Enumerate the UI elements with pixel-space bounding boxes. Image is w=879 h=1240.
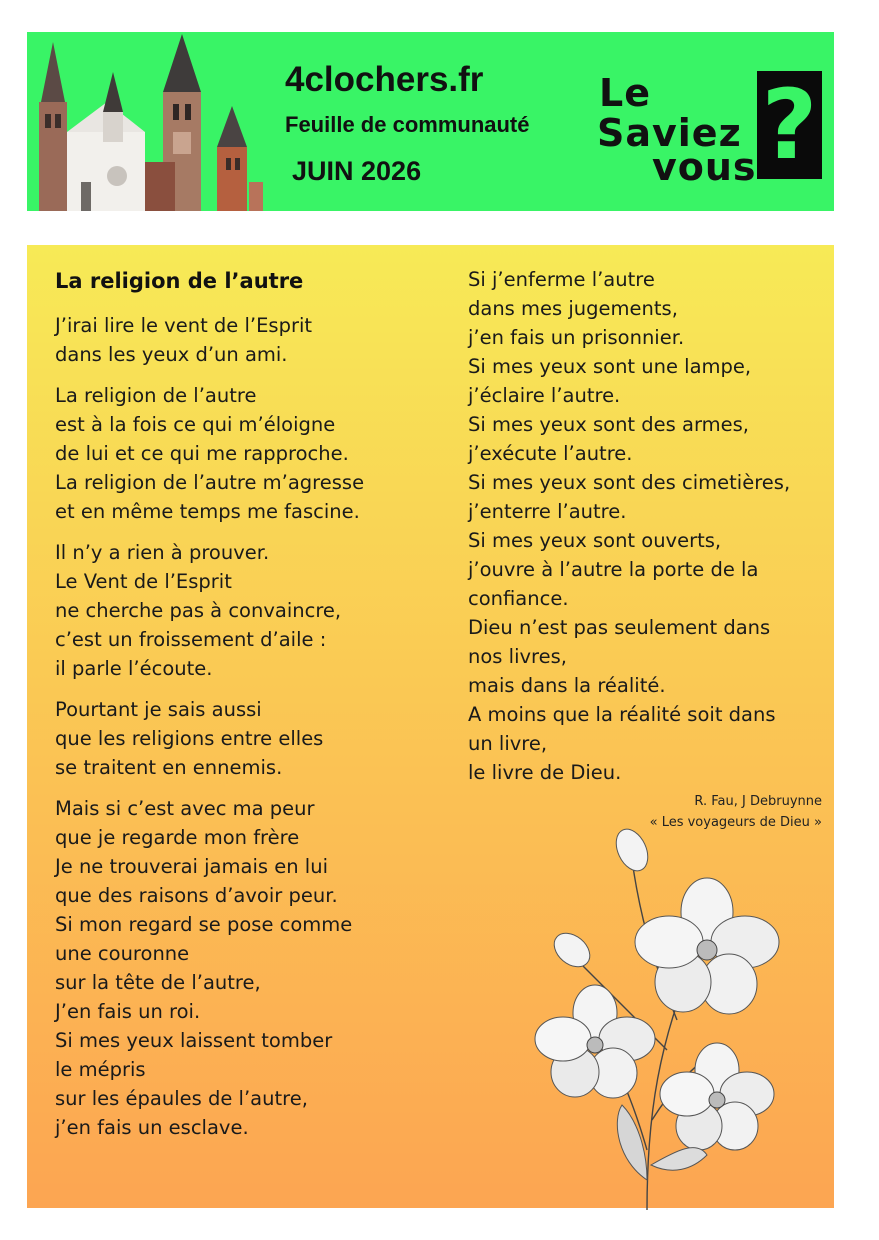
poem-line: il parle l’écoute. — [55, 657, 213, 680]
poem-line: j’ouvre à l’autre la porte de la — [468, 558, 759, 581]
poem-stanza — [55, 381, 445, 526]
poem-line: un livre, — [468, 732, 548, 755]
poem-line: et en même temps me fascine. — [55, 500, 360, 523]
poem-line: Pourtant je sais aussi — [55, 698, 262, 721]
poem-line: mais dans la réalité. — [468, 674, 666, 697]
poem-line: La religion de l’autre m’agresse — [55, 471, 365, 494]
poem-stanza — [55, 794, 445, 1142]
poem-line: Dieu n’est pas seulement dans — [468, 616, 771, 639]
poem-line: Si mes yeux laissent tomber — [55, 1029, 333, 1052]
poem-line: sur la tête de l’autre, — [55, 971, 261, 994]
poem-left-column — [55, 265, 445, 1154]
poem-line: dans mes jugements, — [468, 297, 678, 320]
poem-line: Si mes yeux sont ouverts, — [468, 529, 722, 552]
poem-line: Je ne trouverai jamais en lui — [55, 855, 328, 878]
poem-line: j’exécute l’autre. — [468, 442, 633, 465]
poem-line: j’en fais un prisonnier. — [468, 326, 685, 349]
header-banner — [27, 32, 834, 211]
poem-line: Il n’y a rien à prouver. — [55, 541, 270, 564]
poem-line: Mais si c’est avec ma peur — [55, 797, 315, 820]
poem-line: ne cherche pas à convaincre, — [55, 599, 342, 622]
poem-line: j’en fais un esclave. — [55, 1116, 249, 1139]
poem-line: sur les épaules de l’autre, — [55, 1087, 308, 1110]
poem-line: J’irai lire le vent de l’Esprit — [55, 314, 313, 337]
poem-line: nos livres, — [468, 645, 567, 668]
poem-title: La religion de l’autre — [55, 269, 304, 293]
poem-line: le livre de Dieu. — [468, 761, 622, 784]
poem-right-column — [468, 265, 828, 787]
poem-line: dans les yeux d’un ami. — [55, 343, 288, 366]
poem-line: A moins que la réalité soit dans — [468, 703, 776, 726]
poem-line: est à la fois ce qui m’éloigne — [55, 413, 336, 436]
poem-line: Si mes yeux sont des cimetières, — [468, 471, 791, 494]
logo-text-vous: vous — [652, 145, 757, 189]
credit-source: « Les voyageurs de Dieu » — [649, 815, 822, 830]
poem-line: Si mon regard se pose comme — [55, 913, 353, 936]
issue-date: JUIN 2026 — [292, 156, 422, 186]
church-towers-illustration — [27, 32, 263, 211]
poem-line: j’éclaire l’autre. — [468, 384, 621, 407]
poem-line: se traitent en ennemis. — [55, 756, 283, 779]
question-mark-logo — [757, 71, 822, 179]
poem-line: que des raisons d’avoir peur. — [55, 884, 338, 907]
flower-illustration — [527, 820, 797, 1210]
poem-stanza — [55, 311, 445, 369]
poem-line: j’enterre l’autre. — [468, 500, 627, 523]
poem-line: Si j’enferme l’autre — [468, 268, 655, 291]
logo-text-saviez: Saviez — [597, 111, 742, 155]
newsletter-subtitle: Feuille de communauté — [285, 112, 530, 137]
poem-stanza — [55, 538, 445, 683]
poem-line: une couronne — [55, 942, 190, 965]
poem-right-lines — [468, 265, 828, 787]
poem-stanza — [55, 695, 445, 782]
question-mark-icon: ? — [761, 69, 818, 181]
poem-line: Si mes yeux sont des armes, — [468, 413, 749, 436]
logo-text-le: Le — [599, 71, 651, 115]
site-title: 4clochers.fr — [285, 60, 484, 99]
poem-line: le mépris — [55, 1058, 146, 1081]
poem-card — [27, 245, 834, 1208]
poem-line: c’est un froissement d’aile : — [55, 628, 327, 651]
poem-line: J’en fais un roi. — [55, 1000, 201, 1023]
poem-line: que les religions entre elles — [55, 727, 324, 750]
poem-line: Si mes yeux sont une lampe, — [468, 355, 752, 378]
poem-line: La religion de l’autre — [55, 384, 257, 407]
poem-line: Le Vent de l’Esprit — [55, 570, 232, 593]
poem-line: confiance. — [468, 587, 569, 610]
poem-line: que je regarde mon frère — [55, 826, 300, 849]
poem-left-stanzas — [55, 311, 445, 1142]
poem-line: de lui et ce qui me rapproche. — [55, 442, 349, 465]
credit-authors: R. Fau, J Debruynne — [694, 794, 822, 809]
